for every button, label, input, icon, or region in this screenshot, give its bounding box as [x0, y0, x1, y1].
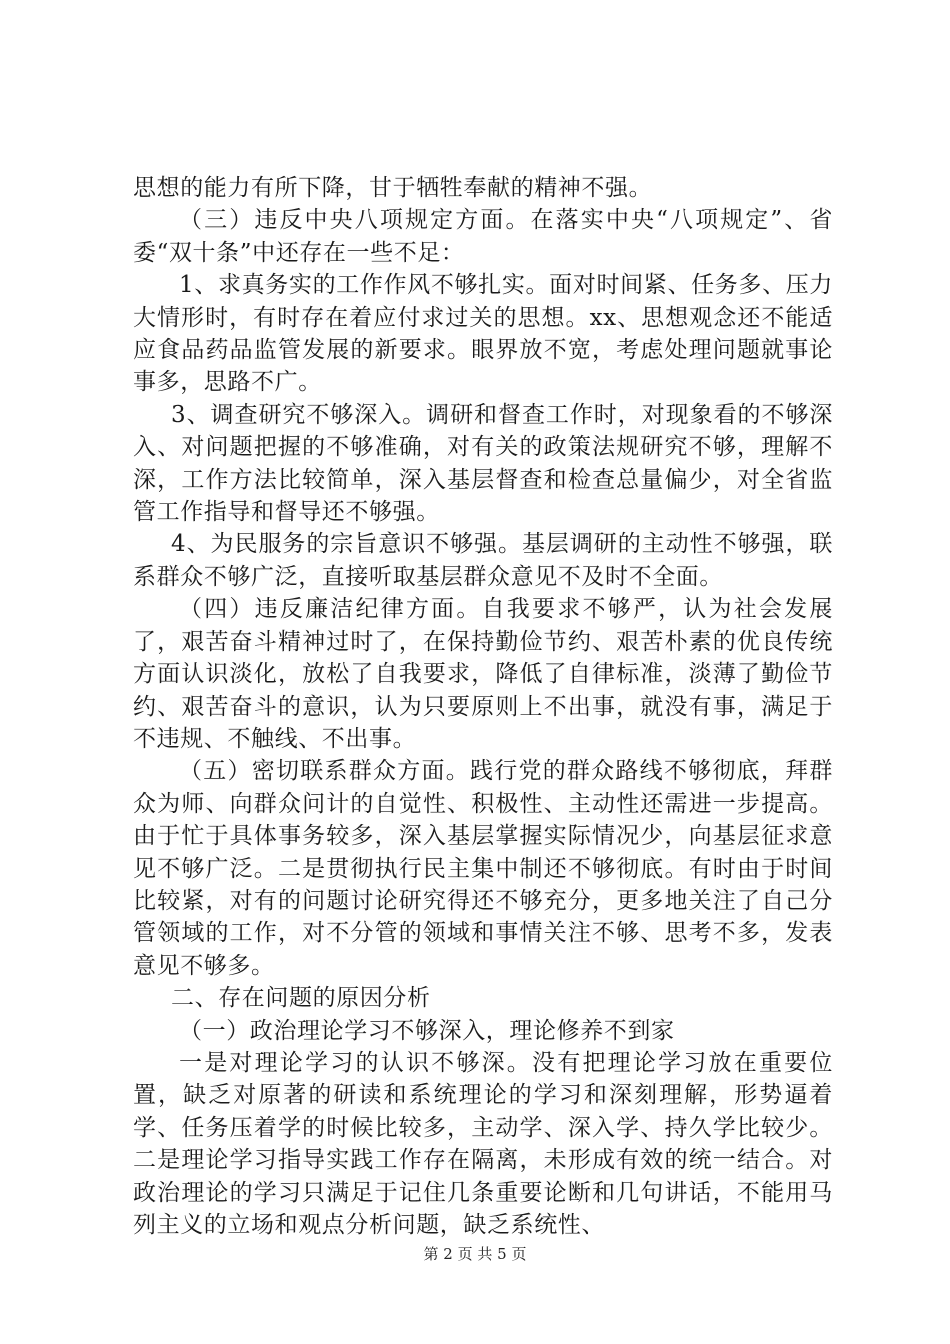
paragraph-section-4: （四）违反廉洁纪律方面。自我要求不够严，认为社会发展了，艰苦奋斗精神过时了，在保持勤俭节约、艰苦朴素的优良传统方面认识淡化，放松了自我要求，降低了自律标准，淡薄了勤俭节约、艰苦奋斗的意识，认为只要原则上不出事，就没有事，满足于不违规、不触线、不出事。 — [133, 596, 833, 752]
paragraph-item-3: 3、调查研究不够深入。调研和督查工作时，对现象看的不够深入、对问题把握的不够准确，对有关的政策法规研究不够，理解不深，工作方法比较简单，深入基层督查和检查总量偏少，对全省监管工作指导和督导还不够强。 — [133, 401, 833, 526]
paragraph-section-3: （三）违反中央八项规定方面。在落实中央“八项规定”、省委“双十条”中还存在一些不足： — [133, 207, 833, 266]
heading-cause-analysis: 二、存在问题的原因分析 — [171, 985, 431, 1012]
page-number-footer: 第 2 页 共 5 页 — [423, 1245, 527, 1263]
paragraph-theory-study: 一是对理论学习的认识不够深。没有把理论学习放在重要位置，缺乏对原著的研读和系统理论的学习和深刻理解，形势逼着学、任务压着学的时候比较多，主动学、深入学、持久学比较少。二是理论学习指导实践工作存在隔离，未形成有效的统一结合。对政治理论的学习只满足于记住几条重要论断和几句讲话，不能用马列主义的立场和观点分析问题，缺乏系统性、 — [133, 1049, 833, 1238]
subheading-theory-study: （一）政治理论学习不够深入，理论修养不到家 — [179, 1017, 675, 1044]
paragraph-item-1: 1、求真务实的工作作风不够扎实。面对时间紧、任务多、压力大情形时，有时存在着应付求过关的思想。xx、思想观念还不能适应食品药品监管发展的新要求。眼界放不宽，考虑处理问题就事论事多，思路不广。 — [133, 272, 833, 396]
paragraph-item-4: 4、为民服务的宗旨意识不够强。基层调研的主动性不够强，联系群众不够广泛，直接听取基层群众意见不及时不全面。 — [133, 531, 833, 590]
paragraph-section-5: （五）密切联系群众方面。践行党的群众路线不够彻底，拜群众为师、向群众问计的自觉性、积极性、主动性还需进一步提高。由于忙于具体事务较多，深入基层掌握实际情况少，向基层征求意见不够广泛。二是贯彻执行民主集中制还不够彻底。有时由于时间比较紧，对有的问题讨论研究得还不够充分，更多地关注了自己分管领域的工作，对不分管的领域和事情关注不够、思考不多，发表意见不够多。 — [133, 758, 833, 979]
paragraph-continuation: 思想的能力有所下降，甘于牺牲奉献的精神不强。 — [133, 175, 653, 201]
document-body — [133, 172, 833, 1241]
